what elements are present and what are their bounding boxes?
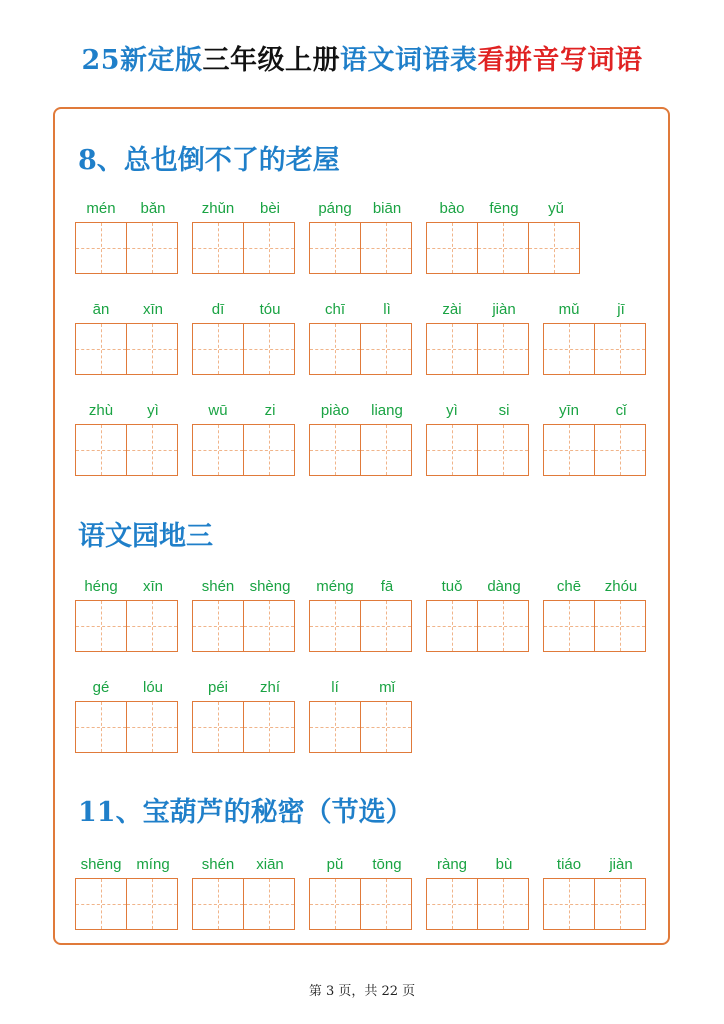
pinyin-label: dàng: [487, 578, 521, 595]
pinyin-label: yīn: [558, 402, 579, 419]
title-segment: 看拼音写词语: [477, 45, 643, 76]
writing-cell[interactable]: [360, 222, 412, 274]
pinyin-label: páng: [318, 200, 352, 217]
writing-cell[interactable]: [126, 701, 178, 753]
word-item: [192, 578, 296, 654]
pinyin-label: shēng: [80, 856, 122, 873]
writing-cell[interactable]: [528, 222, 580, 274]
pinyin-label: wū: [208, 402, 228, 419]
writing-cell[interactable]: [75, 323, 127, 375]
pinyin-label: zhóu: [604, 578, 638, 595]
writing-cell[interactable]: [243, 701, 295, 753]
writing-cell[interactable]: [360, 878, 412, 930]
word-item: [309, 578, 413, 654]
writing-cell[interactable]: [426, 323, 478, 375]
writing-cell[interactable]: [192, 701, 244, 753]
pinyin-label: bǎn: [140, 200, 166, 217]
word-item: [192, 200, 296, 276]
writing-cell[interactable]: [243, 878, 295, 930]
word-item: [426, 578, 530, 654]
writing-cell[interactable]: [309, 323, 361, 375]
pinyin-label: héng: [84, 578, 118, 595]
writing-cell[interactable]: [426, 424, 478, 476]
pinyin-label: bù: [495, 856, 513, 873]
writing-cell[interactable]: [309, 878, 361, 930]
pinyin-label: gé: [92, 679, 110, 696]
pinyin-label: méng: [316, 578, 354, 595]
word-item: [75, 301, 179, 377]
pinyin-label: mǔ: [558, 301, 580, 318]
writing-cell[interactable]: [426, 878, 478, 930]
writing-cell[interactable]: [477, 424, 529, 476]
word-item: [309, 301, 413, 377]
pinyin-label: zhǔn: [201, 200, 235, 217]
writing-cell[interactable]: [75, 878, 127, 930]
pinyin-label: tōng: [372, 856, 402, 873]
pinyin-label: bào: [439, 200, 465, 217]
pinyin-label: piào: [320, 402, 350, 419]
pinyin-label: liang: [371, 402, 403, 419]
pinyin-label: fēng: [489, 200, 519, 217]
writing-cell[interactable]: [477, 323, 529, 375]
pinyin-label: míng: [136, 856, 170, 873]
word-item: [75, 200, 179, 276]
word-item: [75, 679, 179, 755]
word-item: [75, 856, 179, 932]
word-item: [192, 301, 296, 377]
writing-cell[interactable]: [309, 600, 361, 652]
word-item: [192, 402, 296, 478]
pinyin-label: mǐ: [379, 679, 395, 696]
pinyin-label: lí: [331, 679, 339, 696]
title-segment: 25新定版: [81, 45, 203, 76]
pinyin-label: cǐ: [615, 402, 627, 419]
pinyin-label: lì: [383, 301, 391, 318]
pinyin-label: xīn: [142, 301, 163, 318]
writing-cell[interactable]: [594, 323, 646, 375]
word-item: [309, 402, 413, 478]
writing-cell[interactable]: [243, 222, 295, 274]
word-item: [309, 200, 413, 276]
pinyin-label: shén: [201, 856, 235, 873]
word-item: [426, 200, 582, 276]
pinyin-label: zài: [442, 301, 462, 318]
pinyin-label: pǔ: [326, 856, 344, 873]
writing-cell[interactable]: [360, 701, 412, 753]
pinyin-label: ān: [92, 301, 110, 318]
writing-cell[interactable]: [543, 323, 595, 375]
section-title: 8、总也倒不了的老屋: [78, 145, 340, 176]
pinyin-label: fā: [380, 578, 394, 595]
writing-cell[interactable]: [243, 424, 295, 476]
pinyin-label: jiàn: [492, 301, 516, 318]
writing-cell[interactable]: [192, 600, 244, 652]
writing-cell[interactable]: [543, 600, 595, 652]
word-item: [75, 578, 179, 654]
writing-cell[interactable]: [126, 600, 178, 652]
word-item: [426, 301, 530, 377]
word-item: [75, 402, 179, 478]
pinyin-label: tiáo: [556, 856, 582, 873]
writing-cell[interactable]: [594, 878, 646, 930]
writing-cell[interactable]: [126, 222, 178, 274]
pinyin-label: zhí: [259, 679, 280, 696]
writing-cell[interactable]: [426, 600, 478, 652]
writing-cell[interactable]: [309, 424, 361, 476]
section-title: 语文园地三: [78, 521, 213, 552]
writing-cell[interactable]: [192, 878, 244, 930]
word-item: [543, 402, 647, 478]
writing-cell[interactable]: [126, 878, 178, 930]
writing-cell[interactable]: [192, 424, 244, 476]
pinyin-label: yì: [446, 402, 458, 419]
writing-cell[interactable]: [243, 323, 295, 375]
pinyin-label: shèng: [249, 578, 291, 595]
writing-cell[interactable]: [543, 878, 595, 930]
word-item: [543, 578, 647, 654]
pinyin-label: mén: [86, 200, 116, 217]
writing-cell[interactable]: [360, 600, 412, 652]
writing-cell[interactable]: [543, 424, 595, 476]
writing-cell[interactable]: [360, 323, 412, 375]
writing-cell[interactable]: [243, 600, 295, 652]
page-title: [0, 38, 724, 77]
writing-cell[interactable]: [594, 424, 646, 476]
pinyin-label: tuǒ: [441, 578, 463, 595]
title-segment: 三年级上册: [202, 45, 341, 76]
pinyin-label: lóu: [142, 679, 164, 696]
writing-cell[interactable]: [477, 222, 529, 274]
word-item: [426, 402, 530, 478]
title-segment: 语文词语表: [340, 45, 478, 76]
pinyin-label: dī: [211, 301, 225, 318]
writing-cell[interactable]: [477, 600, 529, 652]
writing-cell[interactable]: [360, 424, 412, 476]
section-title: 11、宝葫芦的秘密（节选）: [78, 797, 413, 828]
writing-cell[interactable]: [426, 222, 478, 274]
pinyin-label: zhù: [88, 402, 114, 419]
writing-cell[interactable]: [75, 424, 127, 476]
writing-cell[interactable]: [75, 600, 127, 652]
writing-cell[interactable]: [126, 323, 178, 375]
word-item: [309, 856, 413, 932]
pinyin-label: chī: [324, 301, 345, 318]
pinyin-label: péi: [207, 679, 229, 696]
pinyin-label: yǔ: [548, 200, 564, 217]
pinyin-label: biān: [372, 200, 402, 217]
writing-cell[interactable]: [192, 323, 244, 375]
writing-cell[interactable]: [192, 222, 244, 274]
pinyin-label: ràng: [436, 856, 468, 873]
pinyin-label: si: [498, 402, 510, 419]
page-footer: 第 3 页，共 22 页: [308, 984, 416, 999]
writing-cell[interactable]: [309, 701, 361, 753]
pinyin-label: xīn: [142, 578, 163, 595]
word-item: [309, 679, 413, 755]
pinyin-label: shén: [201, 578, 235, 595]
writing-cell[interactable]: [477, 878, 529, 930]
pinyin-label: yì: [147, 402, 159, 419]
word-item: [426, 856, 530, 932]
writing-cell[interactable]: [75, 701, 127, 753]
pinyin-label: chē: [556, 578, 582, 595]
word-item: [543, 856, 647, 932]
word-item: [543, 301, 647, 377]
word-item: [192, 679, 296, 755]
writing-cell[interactable]: [126, 424, 178, 476]
writing-cell[interactable]: [594, 600, 646, 652]
word-item: [192, 856, 296, 932]
pinyin-label: xiān: [256, 856, 284, 873]
pinyin-label: tóu: [259, 301, 281, 318]
writing-cell[interactable]: [75, 222, 127, 274]
pinyin-label: zi: [264, 402, 276, 419]
pinyin-label: jiàn: [609, 856, 633, 873]
writing-cell[interactable]: [309, 222, 361, 274]
pinyin-label: jī: [617, 301, 625, 318]
pinyin-label: bèi: [259, 200, 281, 217]
